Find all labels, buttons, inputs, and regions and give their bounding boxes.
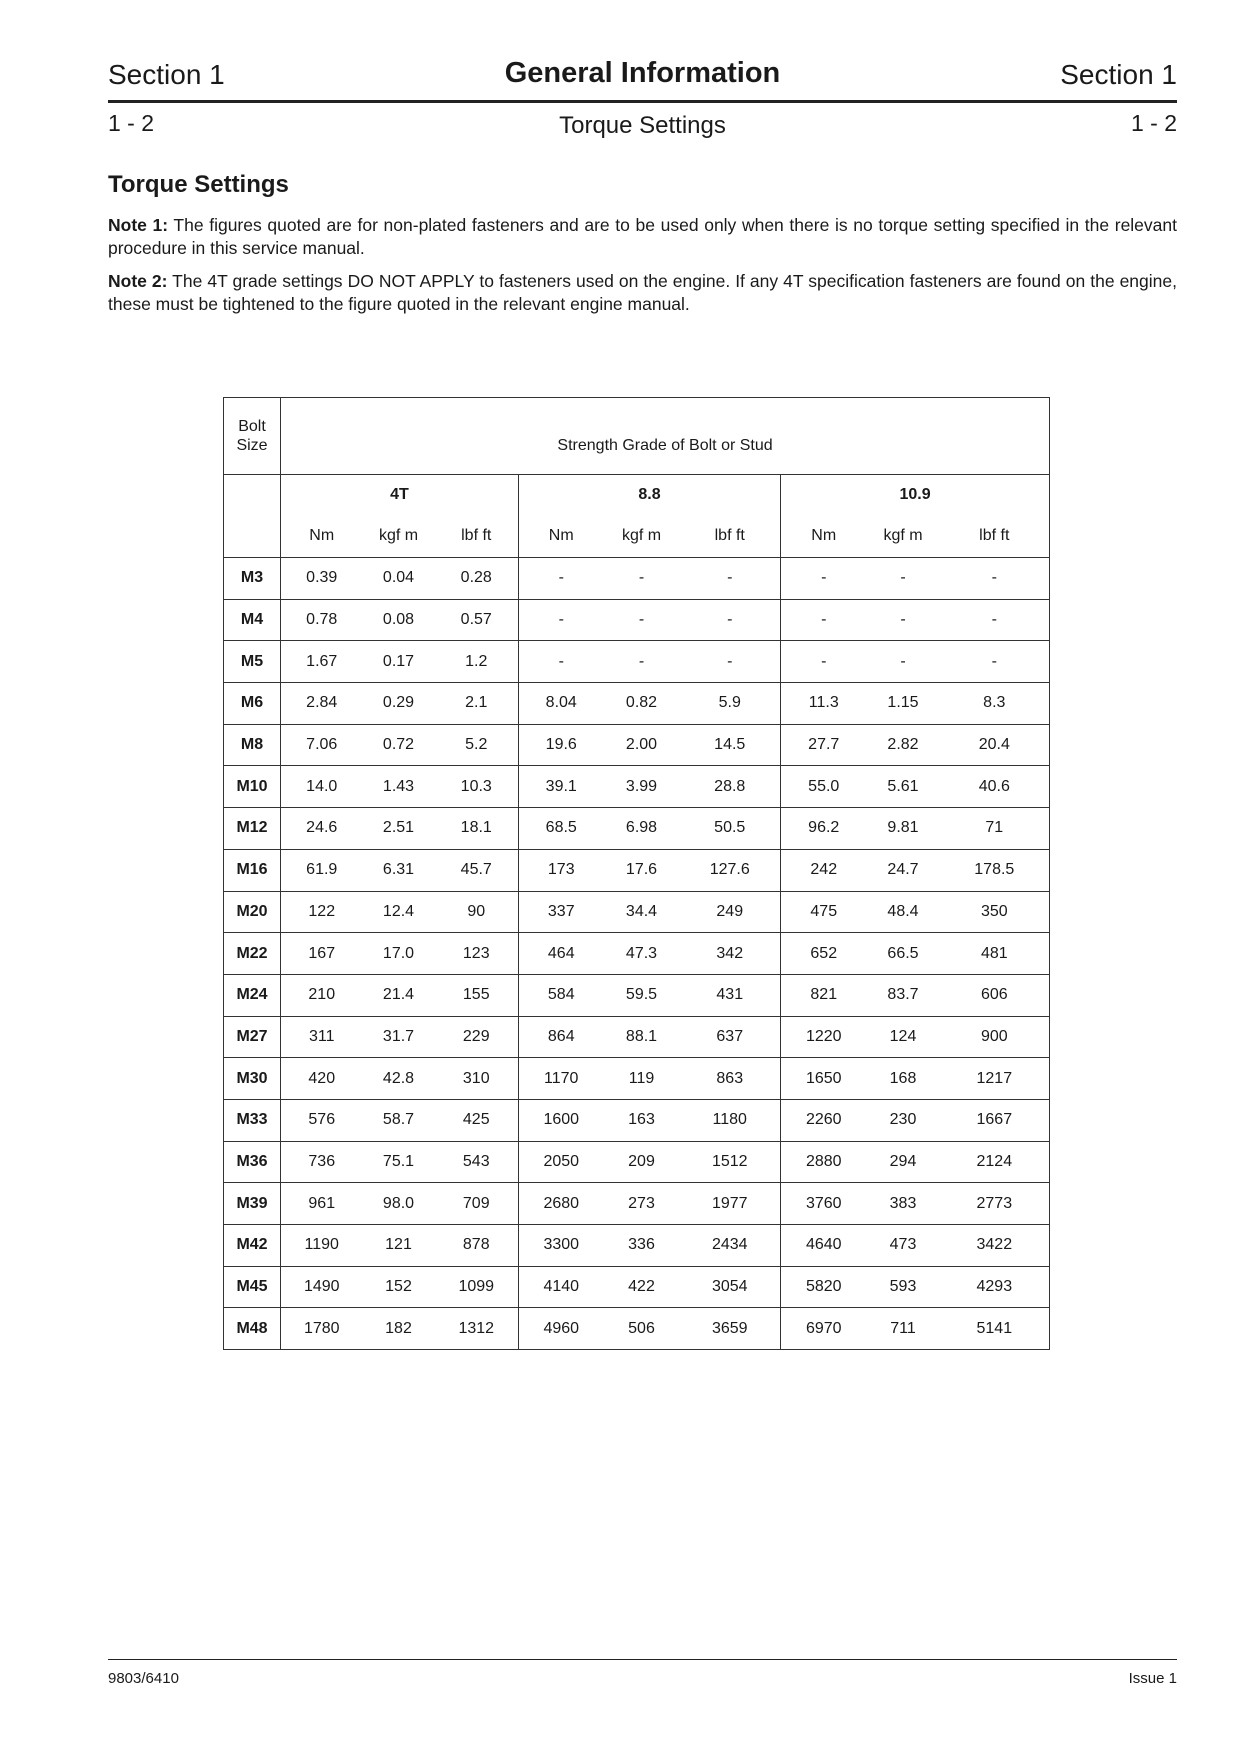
torque-value-cell: 1780 (281, 1308, 363, 1350)
torque-value-cell: 1.67 (281, 641, 363, 683)
torque-value-cell: - (940, 558, 1050, 600)
torque-value-cell: 863 (680, 1058, 781, 1100)
torque-value-cell: 12.4 (363, 891, 435, 933)
torque-value-cell: 163 (604, 1099, 680, 1141)
torque-value-cell: 337 (519, 891, 604, 933)
bolt-size-cell: M12 (224, 808, 281, 850)
torque-value-cell: 2.00 (604, 724, 680, 766)
torque-value-cell: 1667 (940, 1099, 1050, 1141)
note-2-text: The 4T grade settings DO NOT APPLY to fasteners used on the engine. If any 4T specification fasteners are found on the engine, these must be tightened to the figure quoted in the relevant engine manual. (108, 271, 1177, 314)
torque-value-cell: 464 (519, 933, 604, 975)
torque-table (223, 397, 1050, 1350)
torque-value-cell: 900 (940, 1016, 1050, 1058)
torque-value-cell: 1170 (519, 1058, 604, 1100)
torque-value-cell: 2680 (519, 1183, 604, 1225)
torque-value-cell: 5141 (940, 1308, 1050, 1350)
torque-value-cell: 4960 (519, 1308, 604, 1350)
torque-value-cell: 58.7 (363, 1099, 435, 1141)
torque-value-cell: 121 (363, 1225, 435, 1267)
torque-value-cell: 123 (435, 933, 519, 975)
note-1-label: Note 1: (108, 215, 169, 235)
torque-value-cell: 88.1 (604, 1016, 680, 1058)
torque-value-cell: 1600 (519, 1099, 604, 1141)
torque-value-cell: 473 (867, 1225, 940, 1267)
torque-value-cell: 2773 (940, 1183, 1050, 1225)
empty-header-cell (224, 475, 281, 516)
torque-value-cell: - (680, 641, 781, 683)
unit-lbfft: lbf ft (435, 515, 519, 558)
torque-value-cell: - (604, 599, 680, 641)
torque-value-cell: 173 (519, 849, 604, 891)
torque-value-cell: - (680, 599, 781, 641)
torque-value-cell: 422 (604, 1266, 680, 1308)
torque-value-cell: 66.5 (867, 933, 940, 975)
torque-value-cell: 2050 (519, 1141, 604, 1183)
table-row (224, 849, 1050, 891)
torque-value-cell: 637 (680, 1016, 781, 1058)
bolt-size-cell: M10 (224, 766, 281, 808)
torque-value-cell: 168 (867, 1058, 940, 1100)
table-row (224, 933, 1050, 975)
torque-value-cell: 709 (435, 1183, 519, 1225)
torque-value-cell: 6.31 (363, 849, 435, 891)
torque-value-cell: 122 (281, 891, 363, 933)
bolt-size-cell: M45 (224, 1266, 281, 1308)
torque-value-cell: 1490 (281, 1266, 363, 1308)
torque-value-cell: 1512 (680, 1141, 781, 1183)
torque-value-cell: 7.06 (281, 724, 363, 766)
torque-value-cell: 506 (604, 1308, 680, 1350)
unit-kgfm: kgf m (867, 515, 940, 558)
bolt-size-cell: M6 (224, 683, 281, 725)
torque-value-cell: - (867, 558, 940, 600)
footer-divider (108, 1659, 1177, 1660)
torque-value-cell: 19.6 (519, 724, 604, 766)
torque-value-cell: 5.61 (867, 766, 940, 808)
torque-value-cell: 0.72 (363, 724, 435, 766)
torque-value-cell: 48.4 (867, 891, 940, 933)
bolt-size-cell: M8 (224, 724, 281, 766)
table-row (224, 1183, 1050, 1225)
torque-value-cell: 242 (781, 849, 867, 891)
bolt-size-cell: M24 (224, 974, 281, 1016)
torque-value-cell: 2.1 (435, 683, 519, 725)
torque-value-cell: 2434 (680, 1225, 781, 1267)
torque-value-cell: 1217 (940, 1058, 1050, 1100)
torque-value-cell: - (680, 558, 781, 600)
torque-value-cell: 0.08 (363, 599, 435, 641)
torque-value-cell: 606 (940, 974, 1050, 1016)
torque-value-cell: 14.0 (281, 766, 363, 808)
section-title: Torque Settings (108, 171, 289, 198)
torque-value-cell: 0.39 (281, 558, 363, 600)
page-number-right: 1 - 2 (1130, 110, 1177, 136)
torque-value-cell: 1.15 (867, 683, 940, 725)
torque-value-cell: 294 (867, 1141, 940, 1183)
table-row (224, 1141, 1050, 1183)
unit-nm: Nm (781, 515, 867, 558)
bolt-size-cell: M30 (224, 1058, 281, 1100)
torque-value-cell: 83.7 (867, 974, 940, 1016)
torque-value-cell: - (781, 599, 867, 641)
torque-value-cell: 2260 (781, 1099, 867, 1141)
note-1-text: The figures quoted are for non-plated fasteners and are to be used only when there is no torque setting specified in the relevant procedure in this service manual. (108, 215, 1177, 258)
torque-value-cell: 0.04 (363, 558, 435, 600)
torque-value-cell: 50.5 (680, 808, 781, 850)
torque-value-cell: 6.98 (604, 808, 680, 850)
torque-value-cell: 59.5 (604, 974, 680, 1016)
torque-value-cell: 5.2 (435, 724, 519, 766)
torque-value-cell: - (781, 558, 867, 600)
torque-value-cell: 652 (781, 933, 867, 975)
torque-value-cell: 20.4 (940, 724, 1050, 766)
strength-grade-header: Strength Grade of Bolt or Stud (281, 398, 1050, 475)
torque-value-cell: 21.4 (363, 974, 435, 1016)
torque-value-cell: 2.84 (281, 683, 363, 725)
torque-value-cell: 420 (281, 1058, 363, 1100)
torque-value-cell: 230 (867, 1099, 940, 1141)
table-row (224, 1266, 1050, 1308)
table-row (224, 599, 1050, 641)
torque-value-cell: 17.0 (363, 933, 435, 975)
note-2-label: Note 2: (108, 271, 168, 291)
torque-value-cell: 24.6 (281, 808, 363, 850)
note-2 (108, 270, 1177, 316)
unit-kgfm: kgf m (363, 515, 435, 558)
table-row (224, 1225, 1050, 1267)
torque-value-cell: 28.8 (680, 766, 781, 808)
torque-value-cell: 4140 (519, 1266, 604, 1308)
torque-value-cell: 273 (604, 1183, 680, 1225)
torque-value-cell: 45.7 (435, 849, 519, 891)
torque-value-cell: 350 (940, 891, 1050, 933)
torque-value-cell: - (867, 599, 940, 641)
bolt-size-cell: M3 (224, 558, 281, 600)
torque-value-cell: 864 (519, 1016, 604, 1058)
table-row (224, 808, 1050, 850)
torque-value-cell: 210 (281, 974, 363, 1016)
torque-value-cell: 3760 (781, 1183, 867, 1225)
torque-value-cell: 61.9 (281, 849, 363, 891)
torque-value-cell: 71 (940, 808, 1050, 850)
torque-value-cell: 593 (867, 1266, 940, 1308)
torque-value-cell: 75.1 (363, 1141, 435, 1183)
torque-value-cell: 6970 (781, 1308, 867, 1350)
note-1 (108, 214, 1177, 260)
torque-value-cell: 311 (281, 1016, 363, 1058)
bolt-size-cell: M16 (224, 849, 281, 891)
torque-value-cell: - (781, 641, 867, 683)
torque-value-cell: 249 (680, 891, 781, 933)
header-section-right: Section 1 (1060, 59, 1177, 90)
torque-value-cell: 2.51 (363, 808, 435, 850)
empty-unit-cell (224, 515, 281, 558)
torque-value-cell: 229 (435, 1016, 519, 1058)
torque-value-cell: 821 (781, 974, 867, 1016)
torque-value-cell: 98.0 (363, 1183, 435, 1225)
bolt-size-cell: M48 (224, 1308, 281, 1350)
torque-value-cell: 383 (867, 1183, 940, 1225)
torque-value-cell: - (867, 641, 940, 683)
torque-value-cell: 0.29 (363, 683, 435, 725)
table-row (224, 1016, 1050, 1058)
torque-value-cell: 1977 (680, 1183, 781, 1225)
torque-value-cell: 3054 (680, 1266, 781, 1308)
torque-value-cell: - (519, 558, 604, 600)
torque-value-cell: 2.82 (867, 724, 940, 766)
table-row (224, 1099, 1050, 1141)
torque-value-cell: 4640 (781, 1225, 867, 1267)
torque-value-cell: 31.7 (363, 1016, 435, 1058)
torque-value-cell: 3659 (680, 1308, 781, 1350)
grade-header-8-8: 8.8 (519, 475, 781, 516)
bolt-size-cell: M5 (224, 641, 281, 683)
torque-value-cell: 39.1 (519, 766, 604, 808)
torque-value-cell: 42.8 (363, 1058, 435, 1100)
table-row (224, 724, 1050, 766)
torque-value-cell: 0.57 (435, 599, 519, 641)
torque-value-cell: 431 (680, 974, 781, 1016)
torque-value-cell: - (519, 641, 604, 683)
unit-lbfft: lbf ft (680, 515, 781, 558)
torque-value-cell: 1190 (281, 1225, 363, 1267)
torque-value-cell: 1.43 (363, 766, 435, 808)
grade-header-10-9: 10.9 (781, 475, 1050, 516)
torque-value-cell: 475 (781, 891, 867, 933)
unit-kgfm: kgf m (604, 515, 680, 558)
bolt-size-cell: M42 (224, 1225, 281, 1267)
torque-value-cell: 1220 (781, 1016, 867, 1058)
torque-value-cell: - (604, 558, 680, 600)
torque-value-cell: 119 (604, 1058, 680, 1100)
table-row (224, 558, 1050, 600)
torque-value-cell: 2124 (940, 1141, 1050, 1183)
torque-value-cell: 711 (867, 1308, 940, 1350)
torque-value-cell: 4293 (940, 1266, 1050, 1308)
torque-value-cell: 0.17 (363, 641, 435, 683)
torque-value-cell: 481 (940, 933, 1050, 975)
page-subheader (108, 108, 1177, 142)
table-row (224, 891, 1050, 933)
torque-value-cell: - (940, 641, 1050, 683)
bolt-size-cell: M22 (224, 933, 281, 975)
table-row (224, 974, 1050, 1016)
table-row (224, 766, 1050, 808)
torque-value-cell: 17.6 (604, 849, 680, 891)
torque-value-cell: 961 (281, 1183, 363, 1225)
torque-value-cell: 8.04 (519, 683, 604, 725)
torque-value-cell: 1.2 (435, 641, 519, 683)
torque-value-cell: 96.2 (781, 808, 867, 850)
torque-value-cell: - (940, 599, 1050, 641)
torque-value-cell: 1099 (435, 1266, 519, 1308)
issue-label: Issue 1 (1128, 1670, 1177, 1687)
unit-nm: Nm (519, 515, 604, 558)
table-row (224, 1058, 1050, 1100)
torque-value-cell: 27.7 (781, 724, 867, 766)
torque-value-cell: 2880 (781, 1141, 867, 1183)
torque-value-cell: 3.99 (604, 766, 680, 808)
torque-value-cell: 543 (435, 1141, 519, 1183)
torque-value-cell: 0.78 (281, 599, 363, 641)
torque-value-cell: 40.6 (940, 766, 1050, 808)
torque-value-cell: - (519, 599, 604, 641)
bolt-size-cell: M20 (224, 891, 281, 933)
torque-value-cell: 8.3 (940, 683, 1050, 725)
torque-value-cell: 34.4 (604, 891, 680, 933)
page-header (108, 55, 1177, 99)
torque-value-cell: 736 (281, 1141, 363, 1183)
torque-value-cell: 0.28 (435, 558, 519, 600)
torque-value-cell: 1180 (680, 1099, 781, 1141)
torque-value-cell: 5.9 (680, 683, 781, 725)
table-row (224, 1308, 1050, 1350)
torque-value-cell: 167 (281, 933, 363, 975)
torque-value-cell: 5820 (781, 1266, 867, 1308)
torque-value-cell: 10.3 (435, 766, 519, 808)
torque-value-cell: 878 (435, 1225, 519, 1267)
torque-value-cell: 182 (363, 1308, 435, 1350)
torque-value-cell: 9.81 (867, 808, 940, 850)
unit-lbfft: lbf ft (940, 515, 1050, 558)
torque-value-cell: - (604, 641, 680, 683)
torque-value-cell: 55.0 (781, 766, 867, 808)
bolt-size-header: Bolt Size (224, 398, 281, 475)
torque-value-cell: 0.82 (604, 683, 680, 725)
torque-value-cell: 155 (435, 974, 519, 1016)
torque-value-cell: 152 (363, 1266, 435, 1308)
bolt-size-cell: M27 (224, 1016, 281, 1058)
torque-value-cell: 3300 (519, 1225, 604, 1267)
torque-value-cell: 11.3 (781, 683, 867, 725)
torque-value-cell: 178.5 (940, 849, 1050, 891)
header-title: General Information (504, 57, 781, 89)
bolt-size-cell: M39 (224, 1183, 281, 1225)
bolt-size-cell: M36 (224, 1141, 281, 1183)
torque-value-cell: 3422 (940, 1225, 1050, 1267)
torque-value-cell: 24.7 (867, 849, 940, 891)
unit-nm: Nm (281, 515, 363, 558)
torque-value-cell: 18.1 (435, 808, 519, 850)
torque-value-cell: 124 (867, 1016, 940, 1058)
bolt-size-cell: M33 (224, 1099, 281, 1141)
torque-value-cell: 1650 (781, 1058, 867, 1100)
torque-value-cell: 584 (519, 974, 604, 1016)
torque-value-cell: 576 (281, 1099, 363, 1141)
table-row (224, 641, 1050, 683)
torque-value-cell: 47.3 (604, 933, 680, 975)
torque-value-cell: 1312 (435, 1308, 519, 1350)
bolt-size-cell: M4 (224, 599, 281, 641)
torque-value-cell: 90 (435, 891, 519, 933)
torque-value-cell: 336 (604, 1225, 680, 1267)
torque-value-cell: 342 (680, 933, 781, 975)
torque-value-cell: 68.5 (519, 808, 604, 850)
torque-value-cell: 14.5 (680, 724, 781, 766)
torque-value-cell: 310 (435, 1058, 519, 1100)
header-section-left: Section 1 (108, 59, 225, 90)
torque-value-cell: 209 (604, 1141, 680, 1183)
header-divider (108, 100, 1177, 103)
subheader-title: Torque Settings (559, 112, 726, 139)
table-row (224, 683, 1050, 725)
document-number: 9803/6410 (108, 1670, 179, 1687)
torque-value-cell: 127.6 (680, 849, 781, 891)
grade-header-4t: 4T (281, 475, 519, 516)
page-number-left: 1 - 2 (108, 110, 155, 136)
torque-value-cell: 425 (435, 1099, 519, 1141)
